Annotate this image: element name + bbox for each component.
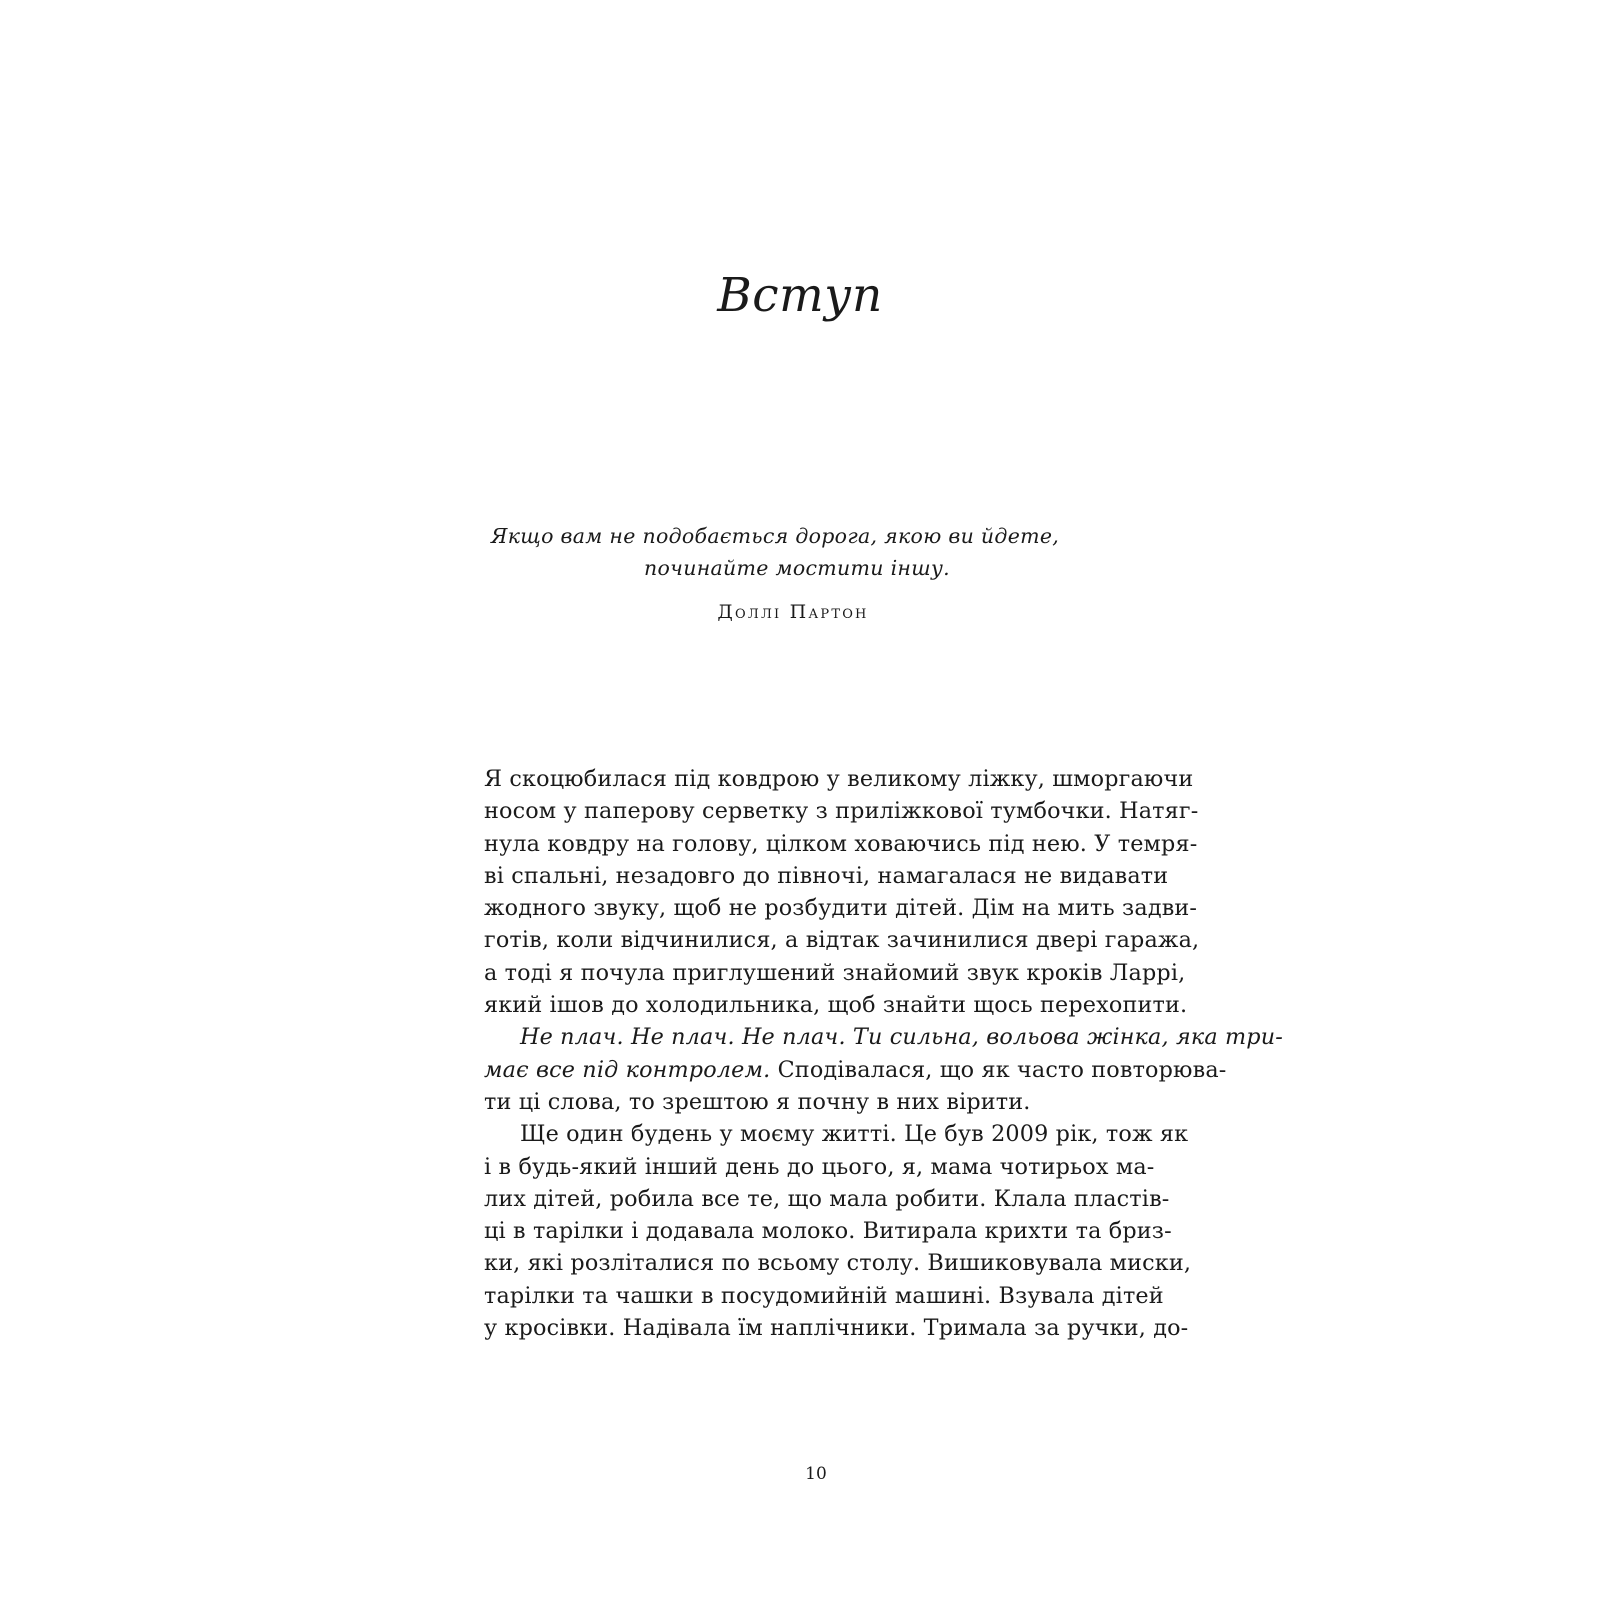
body-line: нула ковдру на голову, цілком ховаючись під нею. У темря- [484,830,1198,857]
body-text-run: Сподівалася, що як часто повторюва- [770,1056,1227,1083]
body-line: тарілки та чашки в посудомийній машині. Взувала дітей [484,1282,1164,1309]
epigraph [0,520,1600,628]
body-line: Ще один будень у моєму житті. Це був 2009 рік, тож як [520,1121,1189,1148]
page-number: 10 [805,1464,827,1484]
italic-inner-thought: Не плач. Не плач. Не плач. Ти сильна, вольова жінка, яка три- [520,1024,1283,1051]
body-line: ти ці слова, то зрештою я почну в них вірити. [484,1088,1031,1115]
body-line [484,1054,1227,1086]
body-text [484,763,1283,1344]
body-line: ки, які розліталися по всьому столу. Вишиковувала миски, [484,1250,1192,1277]
italic-inner-thought: має все під контролем. [484,1056,771,1083]
body-line: жодного звуку, щоб не розбудити дітей. Дім на мить задви- [484,895,1198,922]
body-line: ві спальні, незадовго до півночі, намагалася не видавати [484,862,1169,889]
body-line: Я скоцюбилася під ковдрою у великому ліжку, шморгаючи [484,766,1194,792]
body-line [484,1021,1283,1053]
epigraph-quote-line-2: починайте мостити іншу. [644,556,950,580]
body-line: який ішов до холодильника, щоб знайти щось перехопити. [484,992,1188,1019]
epigraph-quote-line-1: Якщо вам не подобається дорога, якою ви йдете, [490,524,1060,548]
body-line: у кросівки. Надівала їм наплічники. Тримала за ручки, до- [484,1315,1189,1342]
body-line: лих дітей, робила все те, що мала робити. Клала пластів- [484,1185,1170,1212]
body-line: готів, коли відчинилися, а відтак зачинилися двері гаража, [484,927,1200,954]
chapter-title: Вступ [717,268,883,323]
epigraph-author: Доллі Партон [717,601,869,623]
body-line: ці в тарілки і додавала молоко. Витирала крихти та бриз- [484,1218,1172,1245]
body-line: а тоді я почула приглушений знайомий звук кроків Ларрі, [484,959,1186,986]
body-line: і в будь-який інший день до цього, я, мама чотирьох ма- [484,1153,1155,1180]
body-line: носом у паперову серветку з приліжкової тумбочки. Натяг- [484,798,1199,825]
